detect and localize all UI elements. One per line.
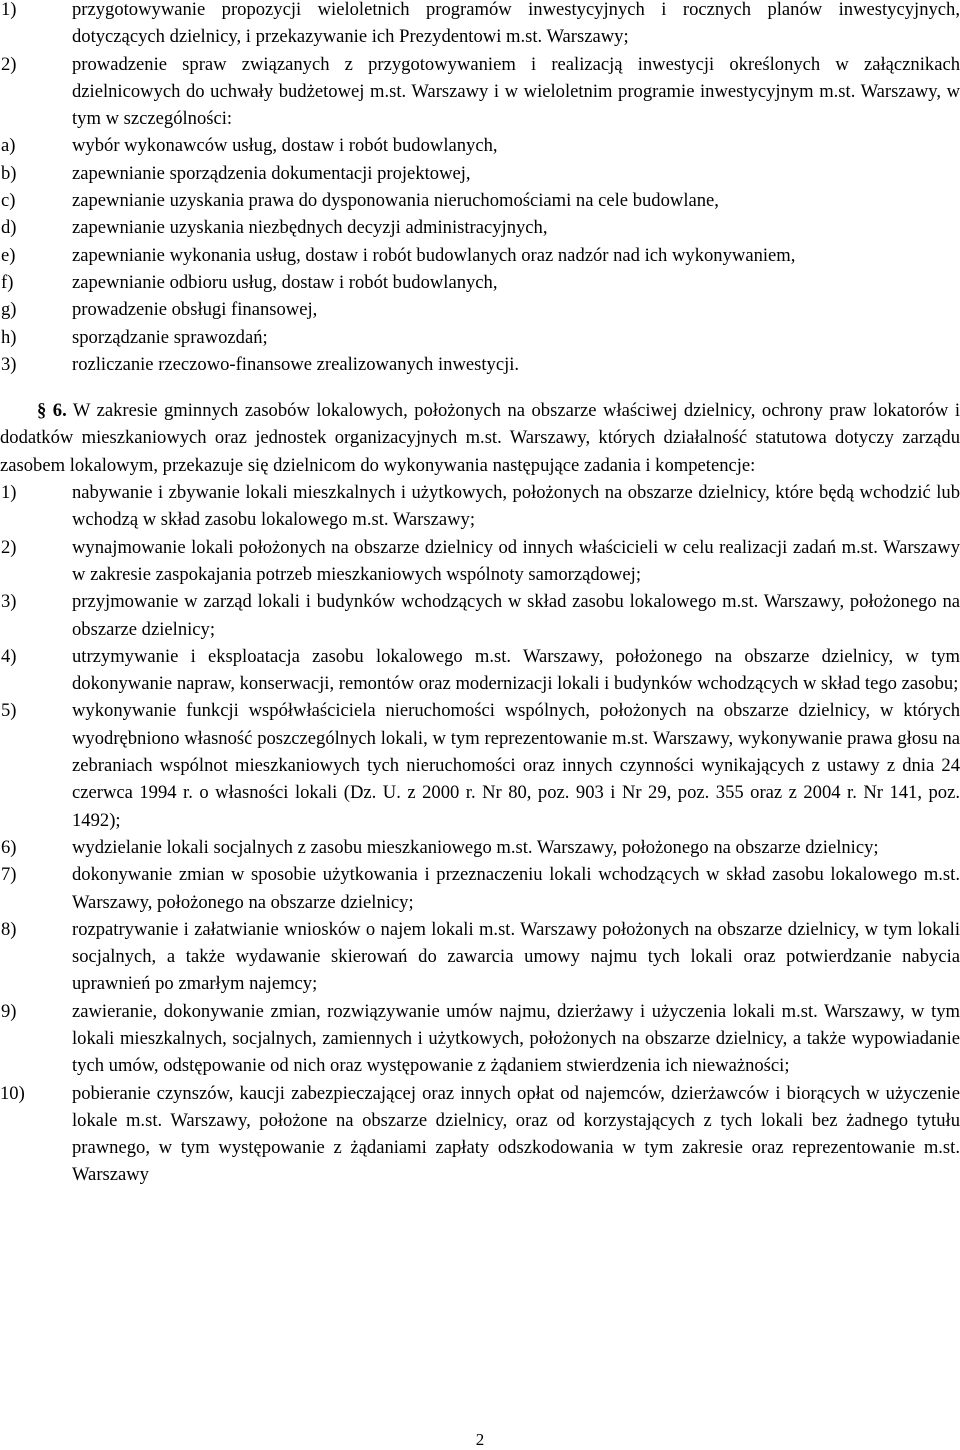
list-item-text: wykonywanie funkcji współwłaściciela nieruchomości wspólnych, położonych na obszarze dzielnicy, w których wyodrębniono własność poszczególnych lokali, w tym reprezentowanie m.st. Warszawy, wykonywanie prawa głosu na zebraniach wspólnot mieszkaniowych tych nieruchomości oraz innych czynności wynikających z ustawy z dnia 24 czerwca 1994 r. o własności lokali (Dz. U. z 2000 r. Nr 80, poz. 903 i Nr 29, poz. 355 oraz z 2004 r. Nr 141, poz. 1492); [72,700,960,831]
page-number: 2 [475,1430,485,1449]
list-item-text: przygotowywanie propozycji wieloletnich programów inwestycyjnych i rocznych planów inwestycyjnych, dotyczących dzielnicy, i przekazywanie ich Prezydentowi m.st. Warszawy; [72,0,960,48]
sub-list-item-letter: c) [1,190,16,212]
list-item-text: prowadzenie spraw związanych z przygotowywaniem i realizacją inwestycji określonych w załącznikach dzielnicowych do uchwały budżetowej m.st. Warszawy i w wieloletnim programie inwestycyjnym m.st. Warszawy, w tym w szczególności: [72,53,960,130]
list-item [0,351,960,378]
sub-list-item-text: zapewnianie wykonania usług, dostaw i robót budowlanych oraz nadzór nad ich wykonywaniem, [72,244,796,266]
list-item-number: 8) [1,918,17,940]
list-item [0,51,960,133]
sub-list-item [0,296,960,323]
section-number: 6. [52,400,67,422]
list-item-number: 6) [1,836,17,858]
list-item [0,643,960,698]
list-item-text: przyjmowanie w zarząd lokali i budynków wchodzących w skład zasobu lokalowego m.st. Warszawy, położonego na obszarze dzielnicy; [72,591,960,640]
sub-list-item [0,324,960,351]
list-item-text: rozliczanie rzeczowo-finansowe zrealizowanych inwestycji. [72,353,520,375]
sub-list-item [0,160,960,187]
list-item-number: 1) [1,482,17,504]
sub-list-item-letter: b) [1,162,17,184]
sub-list-item [0,242,960,269]
list-item-number: 3) [1,591,17,613]
list-item-number: 3) [1,353,17,375]
list-item [0,0,960,51]
sub-list-item-text: sporządzanie sprawozdań; [72,326,268,348]
sub-list-item-text: zapewnianie odbioru usług, dostaw i robót budowlanych, [72,271,498,293]
sub-list-item [0,214,960,241]
list-item [0,588,960,643]
list-item-text: wynajmowanie lokali położonych na obszarze dzielnicy od innych właścicieli w celu realizacji zadań m.st. Warszawy w zakresie zaspokajania potrzeb mieszkaniowych wspólnoty samorządowej; [72,536,960,585]
sub-list-item-text: zapewnianie uzyskania prawa do dysponowania nieruchomościami na cele budowlane, [72,190,719,212]
sub-list-item-text: zapewnianie sporządzenia dokumentacji projektowej, [72,162,471,184]
sub-list-item-letter: d) [1,217,17,239]
sub-list-item [0,269,960,296]
sub-list-item-text: zapewnianie uzyskania niezbędnych decyzji administracyjnych, [72,217,548,239]
list-item [0,1080,960,1189]
sub-list-item-letter: h) [1,326,17,348]
list-item-text: dokonywanie zmian w sposobie użytkowania i przeznaczeniu lokali wchodzących w skład zasobu lokalowego m.st. Warszawy, położonego na obszarze dzielnicy; [72,864,960,913]
list-item-text: rozpatrywanie i załatwianie wniosków o najem lokali m.st. Warszawy położonych na obszarze dzielnicy, w tym lokali socjalnych, a także wydawanie skierowań do zawarcia umowy najmu tych lokali oraz potwierdzanie nabycia uprawnień po zmarłym najemcy; [72,918,960,995]
sub-list-item [0,187,960,214]
list-item-number: 1) [1,0,17,20]
list-item-text: nabywanie i zbywanie lokali mieszkalnych i użytkowych, położonych na obszarze dzielnicy, które będą wchodzić lub wchodzą w skład zasobu lokalowego m.st. Warszawy; [72,482,960,531]
list-item [0,998,960,1080]
list-item-text: pobieranie czynszów, kaucji zabezpieczającej oraz innych opłat od najemców, dzierżawców i biorących w użyczenie lokale m.st. Warszawy, położone na obszarze dzielnicy, oraz od korzystających z tych lokali bez żadnego tytułu prawnego, w tym występowanie z żądaniami zapłaty odszkodowania w tym zakresie oraz reprezentowanie m.st. Warszawy [72,1082,960,1186]
sub-list-item-letter: a) [1,135,16,157]
list-item-number: 2) [1,536,17,558]
section-paragraph [0,397,960,479]
list-item-text: wydzielanie lokali socjalnych z zasobu mieszkaniowego m.st. Warszawy, położonego na obszarze dzielnicy; [72,836,879,858]
sub-list-item-letter: f) [1,271,14,293]
section-symbol: § [37,400,47,422]
sub-list-item-letter: e) [1,244,16,266]
list-item [0,834,960,861]
list-item-text: zawieranie, dokonywanie zmian, rozwiązywanie umów najmu, dzierżawy i użyczenia lokali m.st. Warszawy, w tym lokali mieszkalnych, socjalnych, zamiennych i użytkowych, położonych na obszarze dzielnicy, a także wypowiadanie tych umów, odstępowanie od nich oraz występowanie z żądaniem stwierdzenia ich nieważności; [72,1000,960,1077]
list-item-number: 7) [1,864,17,886]
list-item [0,916,960,998]
sub-list-item-text: wybór wykonawców usług, dostaw i robót budowlanych, [72,135,498,157]
sub-list-item-letter: g) [1,299,17,321]
sub-list-item-text: prowadzenie obsługi finansowej, [72,299,318,321]
sub-list-item [0,132,960,159]
list-item-number: 4) [1,645,17,667]
list-item [0,697,960,833]
list-item [0,479,960,534]
list-item-number: 5) [1,700,17,722]
list-item-number: 2) [1,53,17,75]
list-item [0,861,960,916]
list-item-number: 10) [0,1082,25,1104]
list-item-number: 9) [1,1000,17,1022]
section-text: W zakresie gminnych zasobów lokalowych, położonych na obszarze właściwej dzielnicy, ochrony praw lokatorów i dodatków mieszkaniowych oraz jednostek organizacyjnych m.st. Warszawy, których działalność statutowa dotyczy zarządu zasobem lokalowym, przekazuje się dzielnicom do wykonywania następujące zadania i kompetencje: [0,400,960,476]
list-item [0,534,960,589]
list-item-text: utrzymywanie i eksploatacja zasobu lokalowego m.st. Warszawy, położonego na obszarze dzielnicy, w tym dokonywanie napraw, konserwacji, remontów oraz modernizacji lokali i budynków wchodzących w skład tego zasobu; [72,645,960,695]
